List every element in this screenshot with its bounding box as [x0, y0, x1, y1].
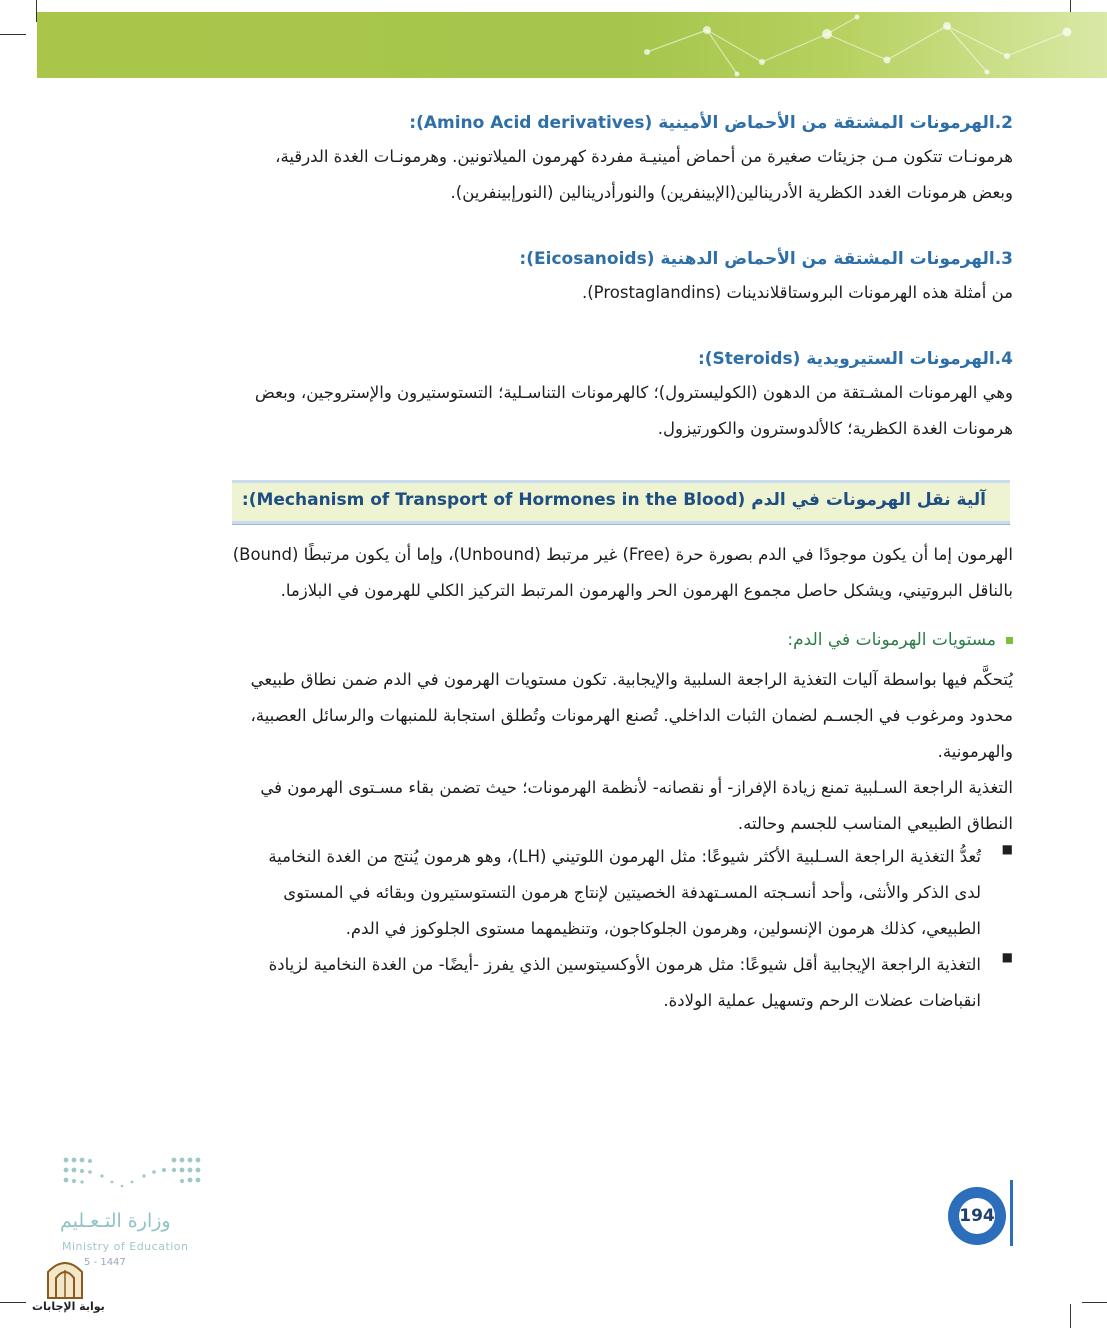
- levels-heading-row: [158, 630, 1013, 650]
- section-title: آلية نقل الهرمونات في الدم (Mechanism of Transport of Hormones in the Blood):: [241, 490, 986, 510]
- section-text: [158, 375, 1013, 447]
- molecule-pattern-icon: [587, 12, 1107, 78]
- text-line: محدود ومرغوب في الجسـم لضمان الثبات الداخلي. تُصنع الهرمونات وتُطلق استجابة للمنبهات والرسائل العصبية،: [250, 706, 1013, 725]
- text-line: انقباضات عضلات الرحم وتسهيل عملية الولادة.: [663, 991, 981, 1010]
- page-number-bar: [1010, 1180, 1013, 1246]
- text-line: التغذية الراجعة السـلبية تمنع زيادة الإفراز- أو نقصانه- لأنظمة الهرمونات؛ حيث تضمن بقاء مسـتوى الهرمون في: [260, 778, 1013, 797]
- crop-mark: [0, 1302, 26, 1303]
- crop-mark: [1082, 1302, 1107, 1303]
- section-heading: 4.الهرمونات الستيرويدية (Steroids):: [697, 349, 1013, 369]
- page-number: 194: [959, 1198, 995, 1234]
- ministry-logo-icon: [58, 1150, 208, 1200]
- transport-text: [158, 537, 1013, 609]
- text-line: بالناقل البروتيني، ويشكل حاصل مجموع الهرمون الحر والهرمون المرتبط التركيز الكلي للهرمون في البلازما.: [280, 581, 1013, 600]
- page-number-badge: [948, 1187, 1006, 1245]
- text-line: هرمونات الغدة الكظرية؛ كالألدوسترون والكورتيزول.: [657, 419, 1013, 438]
- bullet-square-icon: ■: [1001, 950, 1013, 964]
- section-heading: 2.الهرمونات المشتقة من الأحماض الأمينية (Amino Acid derivatives):: [409, 113, 1013, 133]
- text-line: وبعض هرمونات الغدد الكظرية الأدرينالين(الإبينفرين) والنورأدرينالين (النورإبينفرين).: [450, 183, 1013, 202]
- ministry-name-en: Ministry of Education: [62, 1240, 189, 1253]
- text-line: وهي الهرمونات المشـتقة من الدهون (الكوليسترول)؛ كالهرمونات التناسـلية؛ التستوستيرون والإستروجين، وبعض: [254, 383, 1013, 402]
- feedback-bullet-list: [158, 839, 1013, 1019]
- text-line: النطاق الطبيعي المناسب للجسم وحالته.: [737, 814, 1013, 833]
- header-banner: [37, 12, 1107, 78]
- levels-text: [158, 662, 1013, 842]
- portal-logo-icon: [30, 1256, 100, 1300]
- section-amino-acid: [158, 113, 1013, 211]
- section-heading: 3.الهرمونات المشتقة من الأحماض الدهنية (Eicosanoids):: [519, 249, 1013, 269]
- text-line: التغذية الراجعة الإيجابية أقل شيوعًا: مثل هرمون الأوكسيتوسين الذي يفرز -أيضًا- من الغدة النخامية لزيادة: [268, 955, 981, 974]
- text-line: تُعدُّ التغذية الراجعة السـلبية الأكثر شيوعًا: مثل الهرمون اللوتيني (LH)، وهو هرمون يُنتج من الغدة النخامية: [268, 847, 981, 866]
- crop-mark: [0, 34, 26, 35]
- section-text: [158, 275, 1013, 311]
- bullet-square-icon: ■: [1001, 842, 1013, 856]
- ministry-name-ar: وزارة التـعـليم: [60, 1210, 171, 1232]
- text-line: يُتحكَّم فيها بواسطة آليات التغذية الراجعة السلبية والإيجابية. تكون مستويات الهرمون في الدم ضمن نطاق طبيعي: [250, 670, 1013, 689]
- text-line: الطبيعي، كذلك هرمون الإنسولين، وهرمون الجلوكاجون، وتنظيمهما مستوى الجلوكوز في الدم.: [345, 919, 981, 938]
- text-line: هرمونـات تتكون مـن جزيئات صغيرة من أحماض أمينيـة مفردة كهرمون الميلاتونين. وهرمونـات الغدة الدرقية،: [275, 147, 1013, 166]
- portal-label: بوابة الإجابات: [32, 1300, 105, 1313]
- crop-mark: [1070, 1304, 1071, 1328]
- section-eicosanoids: [158, 249, 1013, 311]
- year-label: 5 - 1447: [84, 1257, 126, 1268]
- list-item: [158, 839, 1013, 947]
- text-line: الهرمون إما أن يكون موجودًا في الدم بصورة حرة (Free) غير مرتبط (Unbound)، وإما أن يكون مرتبطًا (Bound): [232, 545, 1013, 564]
- text-line: من أمثلة هذه الهرمونات البروستاقلاندينات (Prostaglandins).: [581, 283, 1013, 302]
- section-steroids: [158, 349, 1013, 447]
- section-text: [158, 139, 1013, 211]
- text-line: والهرمونية.: [937, 742, 1013, 761]
- list-item: [158, 947, 1013, 1019]
- square-bullet-icon: [1006, 637, 1013, 644]
- text-line: لدى الذكر والأنثى، وأحد أنسـجته المسـتهدفة الخصيتين لإنتاج هرمون التستوستيرون وبقائه في المستوى: [283, 883, 981, 902]
- section-title-box: [232, 480, 1010, 524]
- levels-heading: مستويات الهرمونات في الدم:: [787, 630, 996, 650]
